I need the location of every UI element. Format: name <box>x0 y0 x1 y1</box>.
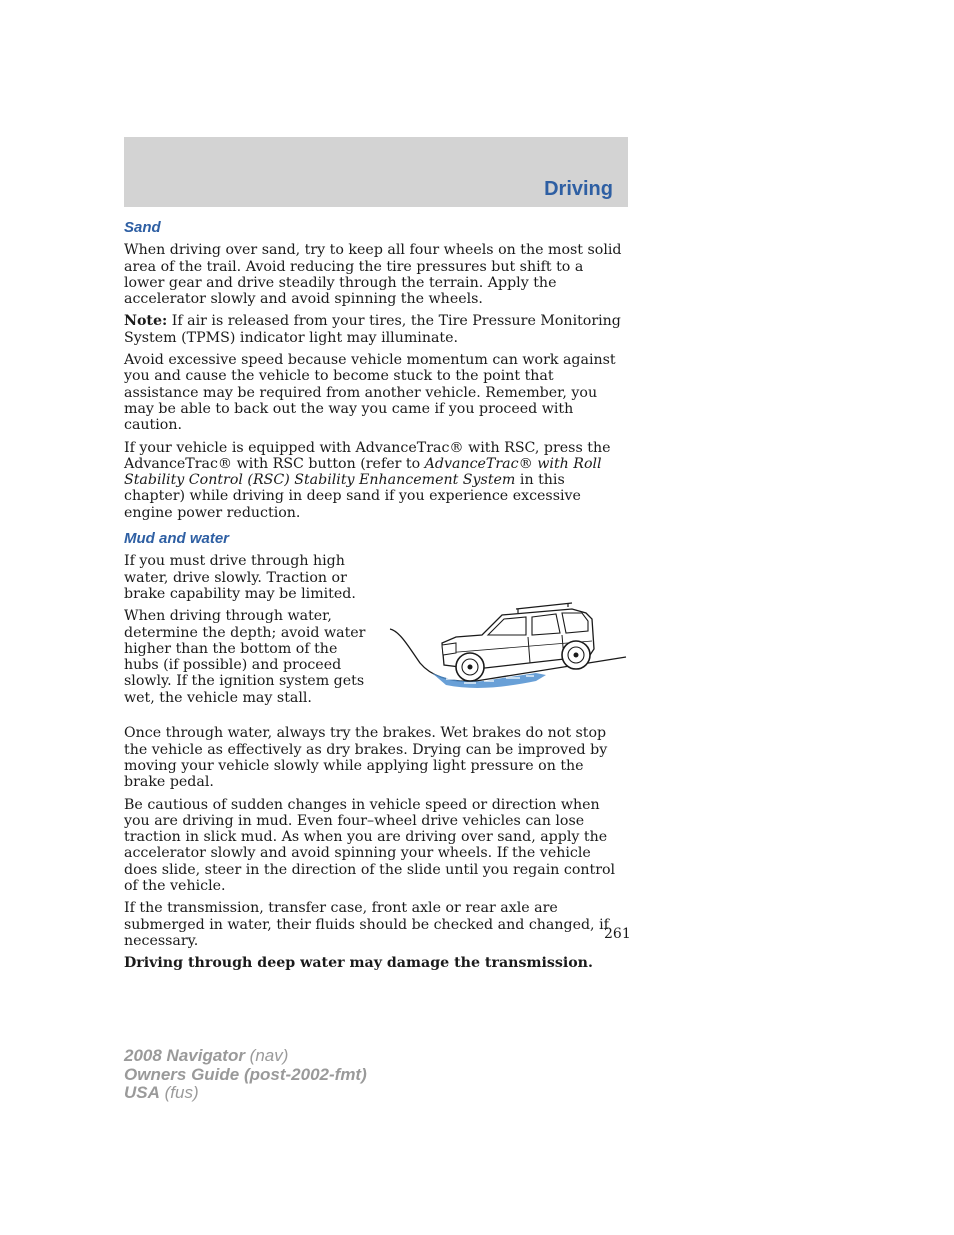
document-footer <box>124 1047 367 1103</box>
note-label: Note: <box>124 313 168 330</box>
footer-guide: Owners Guide (post-2002-fmt) <box>124 1064 367 1084</box>
mud-heading: Mud and water <box>124 530 230 548</box>
footer-line-2 <box>124 1066 367 1085</box>
mud-paragraph-3: Once through water, always try the brakes. Wet brakes do not stop the vehicle as effectively as dry brakes. Drying can be improved by moving your vehicle slowly while applying light pressure on the brake pedal. <box>124 725 608 791</box>
section-title: Driving <box>544 178 613 200</box>
mud-paragraph-1: If you must drive through high water, drive slowly. Traction or brake capability may be limited. <box>124 553 356 602</box>
footer-model: 2008 Navigator <box>124 1046 245 1065</box>
rear-wheel <box>562 641 590 669</box>
page-content <box>124 220 628 978</box>
mud-paragraph-2: When driving through water, determine the depth; avoid water higher than the bottom of the hubs (if possible) and proceed slowly. If the ignition system gets wet, the vehicle may stall. <box>124 608 366 706</box>
transmission-warning <box>124 955 628 971</box>
footer-region-code: (fus) <box>159 1083 199 1102</box>
suv-water-illustration <box>386 557 628 707</box>
advancetrac-reference: AdvanceTrac® with Roll Stability Control (RSC) Stability Enhancement System <box>124 455 602 489</box>
sand-note <box>124 313 628 346</box>
sand-p4-end: in this chapter) while driving in deep sand if you experience excessive engine power reduction. <box>124 472 581 521</box>
mud-intro-text <box>124 553 374 706</box>
note-text: If air is released from your tires, the Tire Pressure Monitoring System (TPMS) indicator light may illuminate. <box>124 313 621 346</box>
footer-region: USA <box>124 1083 160 1102</box>
sand-paragraph-3: Avoid excessive speed because vehicle momentum can work against you and cause the vehicle to become stuck to the point that assistance may be required from another vehicle. Remember, you may be able to back out the way you came if you proceed with caution. <box>124 352 616 434</box>
mud-intro-block <box>124 553 628 725</box>
footer-line-1 <box>124 1047 367 1066</box>
section-header-bar <box>124 137 628 207</box>
front-wheel <box>456 653 484 681</box>
page-number: 261 <box>604 926 631 942</box>
rear-window <box>532 614 560 635</box>
mud-paragraph-4: Be cautious of sudden changes in vehicle speed or direction when you are driving in mud. Even four–wheel drive vehicles can lose traction in slick mud. As when you are driving over sand, apply the accelerator slowly and avoid spinning your wheels. If the vehicle does slide, steer in the direction of the slide until you regain control of the vehicle. <box>124 796 616 895</box>
sand-paragraph-4 <box>124 440 628 521</box>
sand-p4-start: If your vehicle is equipped with AdvanceTrac® with RSC, press the AdvanceTrac® with RSC button (refer to <box>124 439 611 472</box>
sand-heading: Sand <box>124 219 161 236</box>
transmission-warning-text: Driving through deep water may damage the transmission. <box>124 955 593 972</box>
mud-paragraph-5: If the transmission, transfer case, front axle or rear axle are submerged in water, their fluids should be checked and changed, if necessary. <box>124 900 609 949</box>
front-headlight <box>442 643 456 655</box>
footer-model-code: (nav) <box>244 1046 289 1065</box>
sand-paragraph-1: When driving over sand, try to keep all four wheels on the most solid area of the trail. Avoid reducing the tire pressures but shift to a lower gear and drive steadily through the terrain. Apply the accelerator slowly and avoid spinning the wheels. <box>124 242 622 308</box>
footer-line-3 <box>124 1084 367 1103</box>
back-window <box>562 613 588 633</box>
